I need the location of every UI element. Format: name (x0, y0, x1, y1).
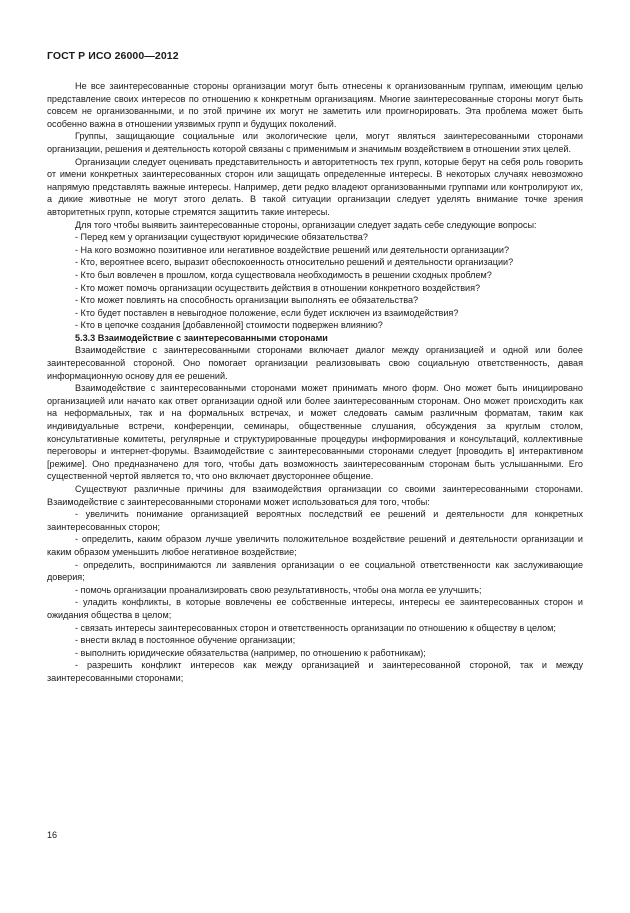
purpose-item: - определить, воспринимаются ли заявления организации о ее социальной ответственности как заслуживающие доверия; (47, 559, 583, 583)
purpose-item: - внести вклад в постоянное обучение организации; (75, 635, 296, 646)
paragraph: Для того чтобы выявить заинтересованные стороны, организации следует задать себе следующие вопросы: (75, 219, 537, 230)
purpose-item: - уладить конфликты, в которые вовлечены ее собственные интересы, интересы ее заинтересованных сторон и ожидания общества в целом; (47, 597, 583, 620)
question-item: - Кто будет поставлен в невыгодное положение, если будет исключен из взаимодействия? (75, 307, 459, 318)
purpose-item: - помочь организации проанализировать свою результативность, чтобы она могла ее улучшить; (75, 584, 482, 595)
paragraph: Организации следует оценивать представительность и авторитетность тех групп, которые берут на себя роль говорить от имени конкретных заинтересованных сторон или защищать определенные интересы. В некоторых случаях невозможно напрямую представлять важные интересы. Например, дети редко владеют организованными группами или контролируют их, а дикие животные не могут этого делать. В такой ситуации организации следует уделять внимание точке зрения авторитетных групп, которые стремятся защитить такие интересы. (47, 156, 583, 217)
purpose-item: - увеличить понимание организацией вероятных последствий ее решений и деятельности для конкретных заинтересованных сторон; (47, 509, 583, 532)
question-item: - Кто может повлиять на способность организации выполнять ее обязательства? (75, 295, 419, 306)
paragraph: Существуют различные причины для взаимодействия организации со своими заинтересованными сторонами. Взаимодействие с заинтересованными сторонами может использоваться для того, чтобы: (47, 484, 583, 507)
section-heading: 5.3.3 Взаимодействие с заинтересованными сторонами (75, 332, 328, 343)
document-header: ГОСТ Р ИСО 26000—2012 (47, 50, 179, 62)
paragraph: Не все заинтересованные стороны организации могут быть отнесены к организованным группам, имеющим целью представление своих интересов по отношению к конкретным организациям. Многие заинтересованные стороны могут быть совсем не организованными, и по этой причине их могут не заметить или проигнорировать. Эта проблема может быть особенно важна в отношении уязвимых групп и будущих поколений. (47, 81, 583, 129)
purpose-item: - выполнить юридические обязательства (например, по отношению к работникам); (75, 647, 426, 658)
paragraph: Взаимодействие с заинтересованными сторонами может принимать много форм. Оно может быть инициировано организацией или начато как ответ организации одной или более заинтересованным сторонам. Оно может происходить как на неформальных, так и на формальных встречах, и может следовать самым различным форматам, таким как индивидуальные встречи, конференции, семинары, общественные слушания, обсуждения за круглым столом, консультативные комитеты, регулярные и структурированные процедуры информирования и консультаций, коллективные переговоры и интернет-форумы. Взаимодействие с заинтересованными сторонами следует [проводить в] интерактивном [режиме]. Оно предназначено для того, чтобы дать возможность заинтересованным сторонам быть услышанными. Его существенной чертой является то, что оно включает двустороннее общение. (47, 383, 583, 482)
purpose-item: - связать интересы заинтересованных сторон и ответственность организации по отношению к обществу в целом; (75, 622, 556, 633)
purpose-item: - разрешить конфликт интересов как между организацией и заинтересованной стороной, так и между заинтересованными сторонами; (47, 660, 583, 683)
question-item: - Кто в цепочке создания [добавленной] стоимости подвержен влиянию? (75, 320, 383, 331)
question-item: - Кто, вероятнее всего, выразит обеспокоенность относительно решений и деятельности организации? (75, 257, 514, 268)
question-item: - Кто может помочь организации осуществить действия в отношении конкретного воздействия? (75, 282, 481, 293)
paragraph: Взаимодействие с заинтересованными сторонами включает диалог между организацией и одной или более заинтересованной стороной. Оно помогает организации реализовывать свою социальную ответственность, давая информационную основу для ее решений. (47, 345, 583, 381)
question-item: - Кто был вовлечен в прошлом, когда существовала необходимость в решении сходных проблем? (75, 269, 492, 280)
question-item: - На кого возможно позитивное или негативное воздействие решений или деятельности организации? (75, 244, 510, 255)
paragraph: Группы, защищающие социальные или экологические цели, могут являться заинтересованными сторонами организации, решения и деятельность которой связаны с применимым и значимым воздействием в отношении этих целей. (47, 131, 583, 154)
page-number: 16 (47, 830, 58, 840)
question-item: - Перед кем у организации существуют юридические обязательства? (75, 232, 368, 243)
document-body (47, 80, 583, 685)
purpose-item: - определить, каким образом лучше увеличить положительное воздействие решений и деятельности организации и каким образом уменьшить любое негативное воздействие; (47, 534, 583, 557)
